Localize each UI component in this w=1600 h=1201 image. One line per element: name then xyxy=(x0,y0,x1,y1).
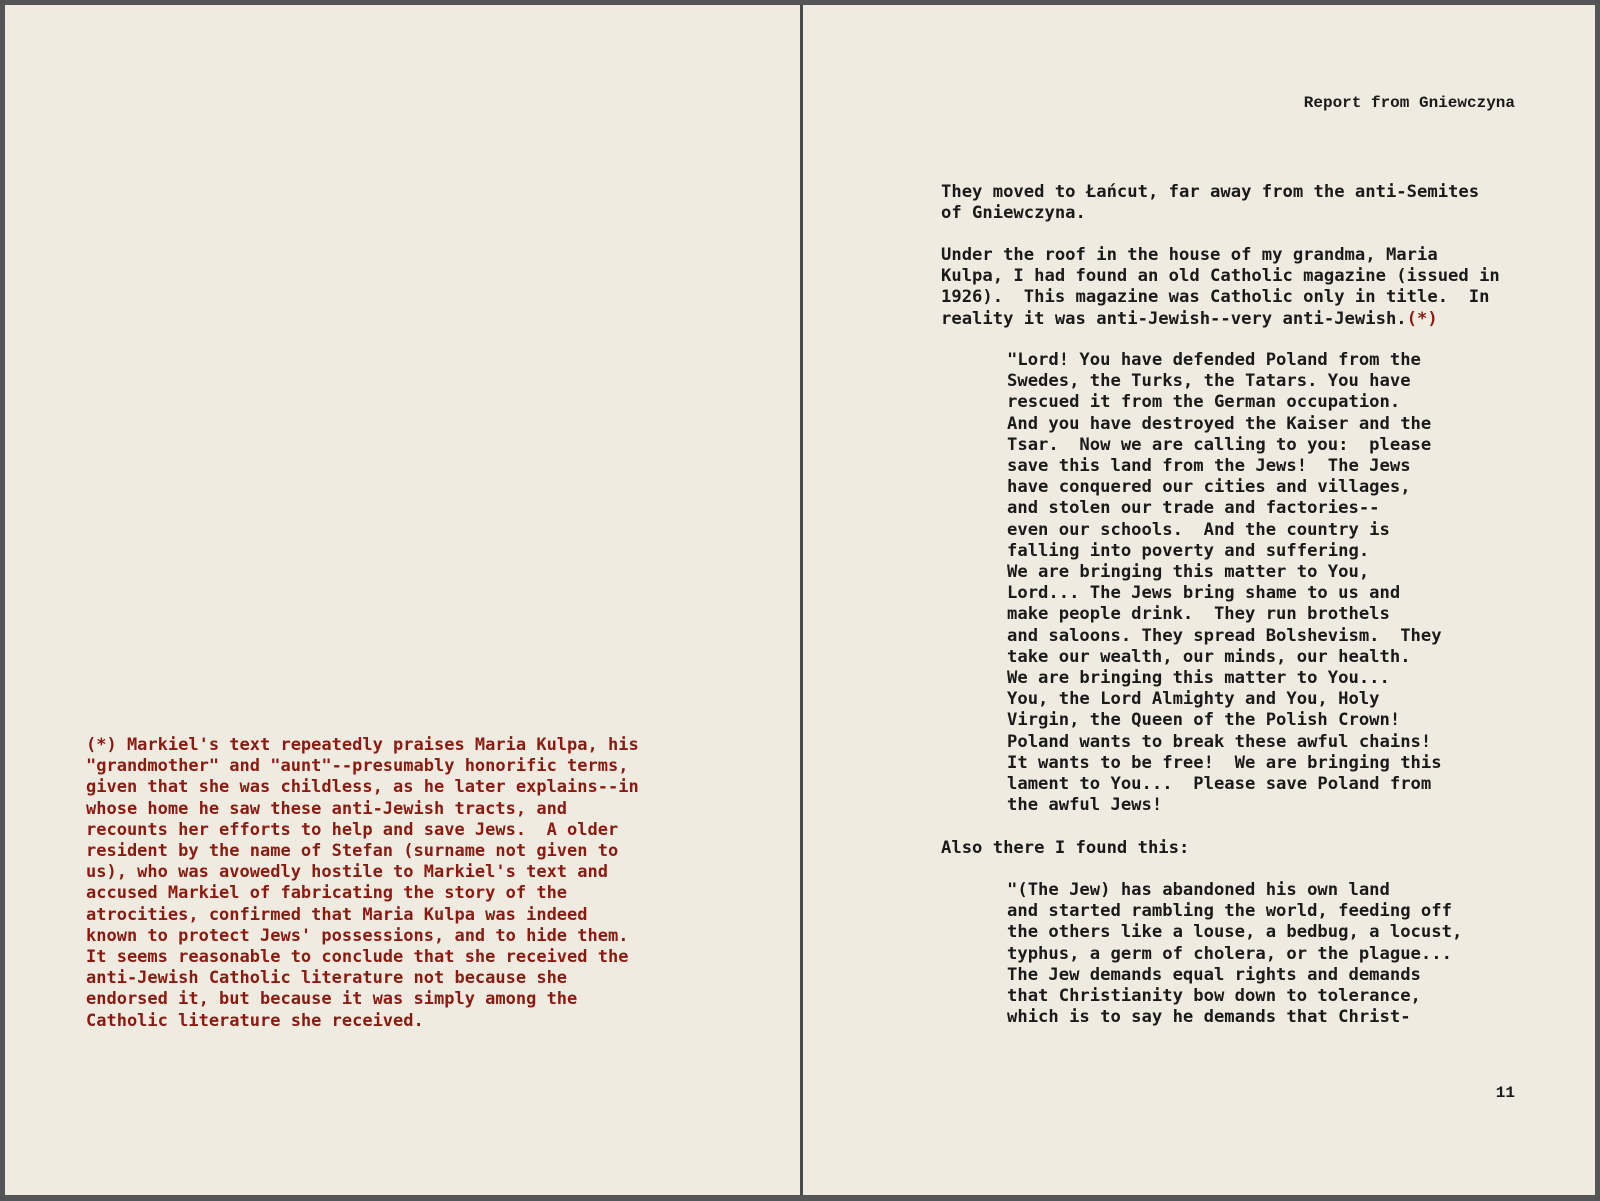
footnote-text: (*) Markiel's text repeatedly praises Maria Kulpa, his "grandmother" and "aunt"--presumably honorific terms, given that she was childless, as he later explains--in whose home he saw these anti-Jewish tracts, and recounts her efforts to help and save Jews. A older resident by the name of Stefan (surname not given to us), who was avowedly hostile to Markiel's text and accused Markiel of fabricating the story of the atrocities, confirmed that Maria Kulpa was indeed known to protect Jews' possessions, and to hide them. It seems reasonable to conclude that she received the anti-Jewish Catholic literature not because she endorsed it, but because it was simply among the Catholic literature she received. xyxy=(86,735,639,1031)
left-page xyxy=(5,5,800,1195)
paragraph-catholic-magazine-text: Under the roof in the house of my grandma, Maria Kulpa, I had found an old Catholic magazine (issued in 1926). This magazine was Catholic only in title. In reality it was anti-Jewish--very anti-Jewish. xyxy=(941,245,1500,329)
paragraph-catholic-magazine xyxy=(941,245,1500,330)
right-page xyxy=(803,5,1595,1195)
quote-the-jew: "(The Jew) has abandoned his own land and started rambling the world, feeding off the others like a louse, a bedbug, a locust, typhus, a germ of cholera, or the plague... The Jew demands equal rights and demands that Christianity bow down to tolerance, which is to say he demands that Christ- xyxy=(1007,880,1463,1028)
paragraph-moved-to-lancut: They moved to Łańcut, far away from the anti-Semites of Gniewczyna. xyxy=(941,182,1480,224)
quote-lord-prayer: "Lord! You have defended Poland from the Swedes, the Turks, the Tatars. You have rescued it from the German occupation. And you have destroyed the Kaiser and the Tsar. Now we are calling to you: please save this land from the Jews! The Jews have conquered our cities and villages, and stolen our trade and factories-- even our schools. And the country is falling into poverty and suffering. We are bringing this matter to You, Lord... The Jews bring shame to us and make people drink. They run brothels and saloons. They spread Bolshevism. They take our wealth, our minds, our health. We are bringing this matter to You... You, the Lord Almighty and You, Holy Virgin, the Queen of the Polish Crown! Poland wants to break these awful chains! It wants to be free! We are bringing this lament to You... Please save Poland from the awful Jews! xyxy=(1007,350,1442,816)
paragraph-also-found: Also there I found this: xyxy=(941,838,1190,858)
running-head: Report from Gniewczyna xyxy=(1303,94,1515,112)
footnote-marker[interactable]: (*) xyxy=(1406,308,1438,329)
page-number: 11 xyxy=(1495,1084,1515,1102)
